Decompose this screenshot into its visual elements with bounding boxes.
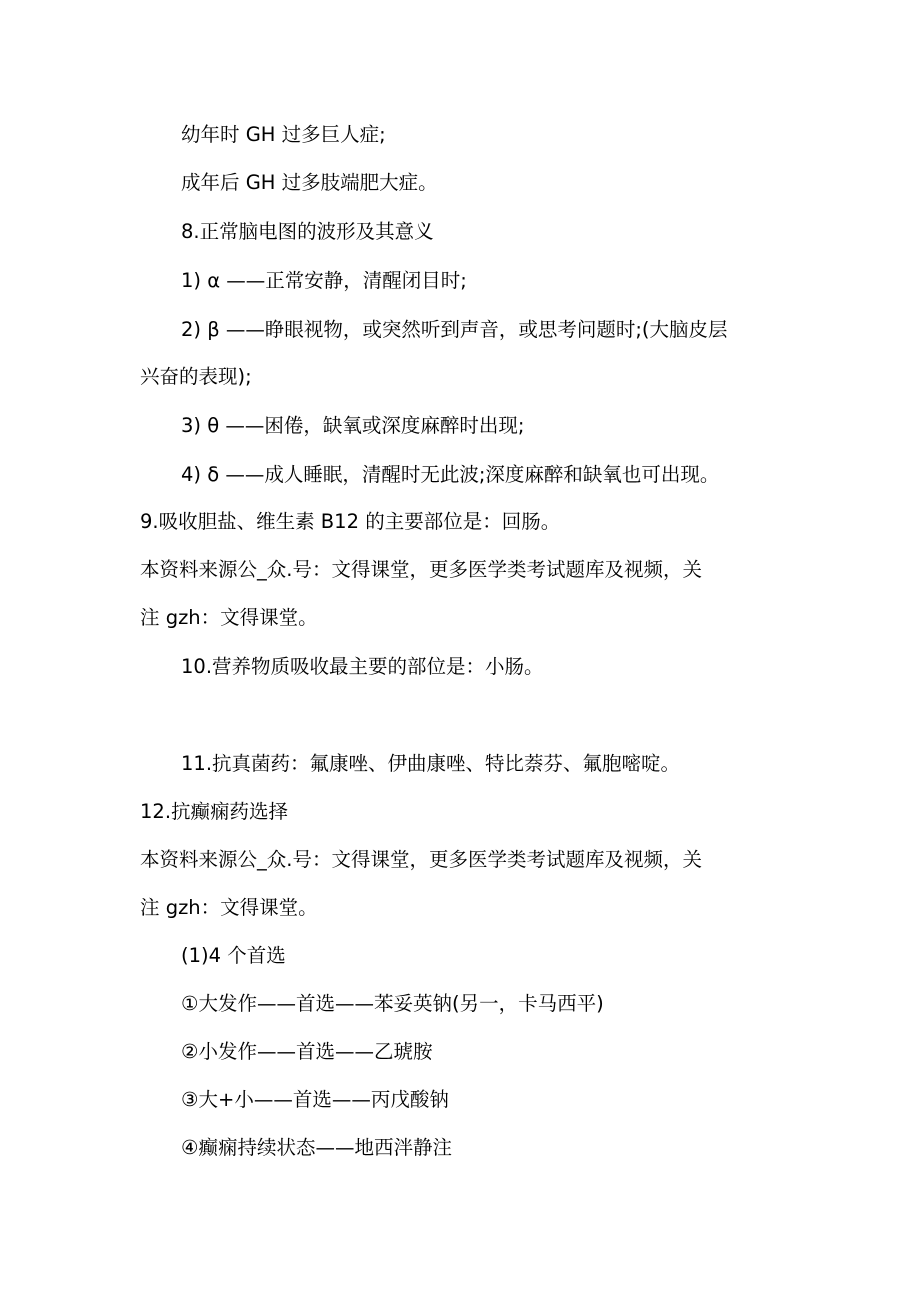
source-notice-line-3: 本资料来源公_众.号：文得课堂，更多医学类考试题库及视频，关 [140,848,702,871]
text-line-beta-wave-continued: 兴奋的表现); [140,365,252,388]
heading-bile-salt-absorption: 9.吸收胆盐、维生素 B12 的主要部位是：回肠。 [140,510,561,533]
list-item-petit-mal: ②小发作——首选——乙琥胺 [181,1040,433,1063]
source-notice-line-1: 本资料来源公_众.号：文得课堂，更多医学类考试题库及视频，关 [140,558,702,581]
source-notice-line-4: 注 gzh：文得课堂。 [140,896,318,919]
text-line-delta-wave: 4) δ ——成人睡眠，清醒时无此波;深度麻醉和缺氧也可出现。 [181,463,720,486]
text-line-gh-acromegaly: 成年后 GH 过多肢端肥大症。 [181,171,438,194]
heading-antifungal-drugs: 11.抗真菌药：氟康唑、伊曲康唑、特比萘芬、氟胞嘧啶。 [181,752,681,775]
heading-antiepileptic-selection: 12.抗癫痫药选择 [140,800,289,823]
source-notice-line-2: 注 gzh：文得课堂。 [140,606,318,629]
text-line-gh-gigantism: 幼年时 GH 过多巨人症; [181,123,386,146]
list-item-mixed-seizure: ③大+小——首选——丙戊酸钠 [181,1088,449,1111]
text-line-alpha-wave: 1) α ——正常安静，清醒闭目时; [181,269,467,292]
text-line-beta-wave: 2) β ——睁眼视物，或突然听到声音，或思考问题时;(大脑皮层 [181,318,728,341]
list-item-status-epilepticus: ④癫痫持续状态——地西泮静注 [181,1136,452,1159]
list-item-grand-mal: ①大发作——首选——苯妥英钠(另一，卡马西平) [181,992,604,1015]
subheading-four-first-choices: (1)4 个首选 [181,944,286,967]
heading-eeg-waves: 8.正常脑电图的波形及其意义 [181,220,434,243]
text-line-theta-wave: 3) θ ——困倦，缺氧或深度麻醉时出现; [181,414,525,437]
heading-nutrient-absorption: 10.营养物质吸收最主要的部位是：小肠。 [181,655,544,678]
